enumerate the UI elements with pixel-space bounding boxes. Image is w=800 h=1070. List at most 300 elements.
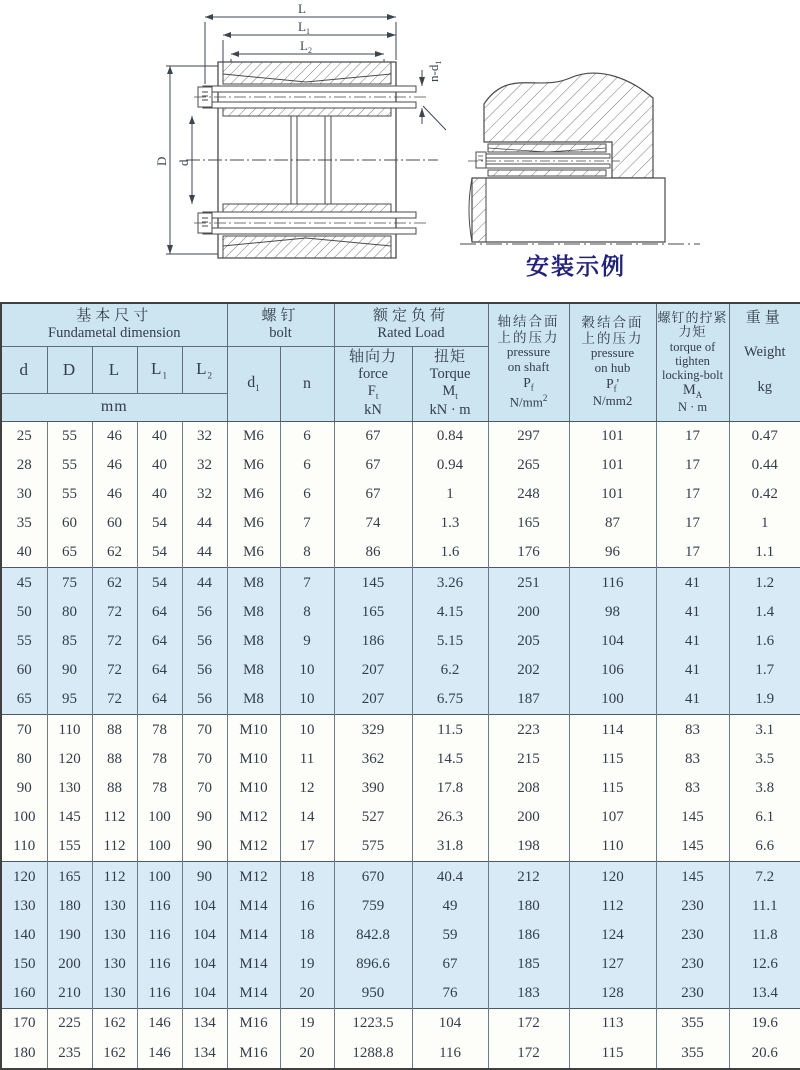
table-cell: 46 [92, 451, 137, 480]
table-cell: 145 [656, 803, 729, 832]
table-cell: 100 [569, 685, 656, 715]
table-cell: M14 [227, 979, 280, 1009]
table-cell: 64 [137, 598, 182, 627]
table-cell: 1288.8 [334, 1039, 412, 1069]
table-cell: 1.4 [729, 598, 800, 627]
table-cell: 198 [488, 832, 569, 862]
table-cell: 4.15 [412, 598, 488, 627]
table-cell: 44 [182, 568, 227, 598]
table-cell: 114 [569, 715, 656, 745]
table-cell: 112 [569, 892, 656, 921]
table-cell: 72 [92, 627, 137, 656]
table-cell: 100 [1, 803, 47, 832]
table-cell: 329 [334, 715, 412, 745]
table-cell: 1.2 [729, 568, 800, 598]
header-col-torque: 扭矩 Torque $M_t$ kN · m [412, 346, 488, 421]
table-cell: 95 [47, 685, 92, 715]
bottom-inner-ring [223, 204, 391, 212]
table-cell: 96 [569, 538, 656, 568]
svg-text:L: L [298, 1, 306, 16]
table-cell: 18 [280, 921, 334, 950]
table-cell: 59 [412, 921, 488, 950]
table-cell: 180 [1, 1039, 47, 1069]
table-cell: 72 [92, 685, 137, 715]
table-cell: 130 [92, 979, 137, 1009]
header-bolt: 螺钉 bolt [227, 303, 334, 346]
table-cell: 165 [488, 509, 569, 538]
table-cell: 65 [47, 538, 92, 568]
table-cell: 230 [656, 979, 729, 1009]
table-cell: 17 [656, 451, 729, 480]
table-cell: 85 [47, 627, 92, 656]
table-cell: 20 [280, 1039, 334, 1069]
table-row [1, 803, 800, 832]
table-cell: 6.1 [729, 803, 800, 832]
table-cell: 3.1 [729, 715, 800, 745]
installation-example-drawing [460, 56, 795, 248]
table-cell: 1 [729, 509, 800, 538]
table-cell: 46 [92, 421, 137, 451]
table-cell: 130 [92, 950, 137, 979]
table-cell: 87 [569, 509, 656, 538]
table-cell: 7 [280, 509, 334, 538]
table-cell: 116 [137, 979, 182, 1009]
table-cell: 41 [656, 627, 729, 656]
table-cell: 362 [334, 745, 412, 774]
table-cell: 54 [137, 568, 182, 598]
table-cell: 55 [47, 451, 92, 480]
table-cell: 1 [412, 480, 488, 509]
table-row [1, 979, 800, 1009]
table-cell: 134 [182, 1009, 227, 1039]
table-cell: 106 [569, 656, 656, 685]
table-cell: 41 [656, 598, 729, 627]
table-cell: 104 [182, 979, 227, 1009]
table-cell: 19.6 [729, 1009, 800, 1039]
header-col-d: d [1, 346, 47, 393]
table-cell: 80 [47, 598, 92, 627]
table-cell: 162 [92, 1039, 137, 1069]
table-cell: 72 [92, 656, 137, 685]
table-cell: 1.7 [729, 656, 800, 685]
table-cell: 90 [182, 832, 227, 862]
table-cell: 116 [137, 892, 182, 921]
table-cell: 145 [656, 832, 729, 862]
table-cell: 60 [47, 509, 92, 538]
table-cell: 12 [280, 774, 334, 803]
table-cell: 248 [488, 480, 569, 509]
table-cell: M8 [227, 627, 280, 656]
table-cell: 172 [488, 1009, 569, 1039]
table-cell: 112 [92, 832, 137, 862]
table-row [1, 627, 800, 656]
hub-block [484, 73, 653, 178]
table-row [1, 480, 800, 509]
bottom-taper-ring [223, 236, 391, 258]
table-cell: 207 [334, 685, 412, 715]
table-row [1, 568, 800, 598]
table-cell: 14 [280, 803, 334, 832]
table-cell: 207 [334, 656, 412, 685]
table-cell: 74 [334, 509, 412, 538]
installation-example-caption: 安装示例 [526, 253, 626, 279]
table-cell: 62 [92, 568, 137, 598]
table-cell: 225 [47, 1009, 92, 1039]
header-unit-mm: mm [1, 393, 227, 421]
table-cell: 83 [656, 745, 729, 774]
svg-text:L2: $L_2$ [300, 38, 312, 55]
table-cell: 130 [1, 892, 47, 921]
table-cell: 160 [1, 979, 47, 1009]
table-cell: 187 [488, 685, 569, 715]
table-cell: 112 [92, 862, 137, 892]
table-cell: 56 [182, 598, 227, 627]
table-cell: M6 [227, 509, 280, 538]
table-body [1, 421, 800, 1069]
table-cell: 44 [182, 509, 227, 538]
table-cell: 145 [334, 568, 412, 598]
header-basic-dimension: 基本尺寸 Fundametal dimension [1, 303, 227, 346]
table-cell: 9 [280, 627, 334, 656]
table-cell: M12 [227, 862, 280, 892]
table-cell: M10 [227, 745, 280, 774]
table-cell: 7 [280, 568, 334, 598]
table-cell: 16 [280, 892, 334, 921]
table-cell: 55 [1, 627, 47, 656]
table-cell: 842.8 [334, 921, 412, 950]
table-row [1, 1039, 800, 1069]
table-cell: 113 [569, 1009, 656, 1039]
header-col-L: L [92, 346, 137, 393]
table-cell: 390 [334, 774, 412, 803]
table-row [1, 598, 800, 627]
table-cell: 134 [182, 1039, 227, 1069]
svg-text:L1: $L_1$ [298, 19, 310, 36]
table-cell: 759 [334, 892, 412, 921]
table-cell: 19 [280, 1009, 334, 1039]
table-cell: 101 [569, 421, 656, 451]
table-cell: M6 [227, 480, 280, 509]
table-cell: 6 [280, 480, 334, 509]
table-cell: M16 [227, 1039, 280, 1069]
table-row [1, 862, 800, 892]
table-cell: 950 [334, 979, 412, 1009]
table-cell: 70 [182, 774, 227, 803]
table-cell: 44 [182, 538, 227, 568]
table-cell: 1223.5 [334, 1009, 412, 1039]
table-cell: 100 [137, 803, 182, 832]
table-cell: 155 [47, 832, 92, 862]
table-cell: 12.6 [729, 950, 800, 979]
table-cell: 297 [488, 421, 569, 451]
table-cell: 40 [137, 480, 182, 509]
table-cell: 100 [137, 832, 182, 862]
table-cell: 146 [137, 1009, 182, 1039]
table-cell: 223 [488, 715, 569, 745]
table-cell: 115 [569, 1039, 656, 1069]
top-inner-ring [223, 108, 391, 116]
table-cell: 86 [334, 538, 412, 568]
table-cell: M10 [227, 774, 280, 803]
table-cell: 200 [47, 950, 92, 979]
table-cell: 107 [569, 803, 656, 832]
table-cell: 355 [656, 1009, 729, 1039]
table-cell: 32 [182, 480, 227, 509]
table-cell: 205 [488, 627, 569, 656]
table-cell: 355 [656, 1039, 729, 1069]
table-cell: 0.44 [729, 451, 800, 480]
table-cell: 40 [137, 421, 182, 451]
table-cell: 116 [137, 950, 182, 979]
header-pressure-on-shaft: 轴结合面 上的压力 pressure on shaft $P_f$ $N/mm^2$ [488, 303, 569, 421]
table-cell: 120 [1, 862, 47, 892]
table-cell: 76 [412, 979, 488, 1009]
table-cell: 110 [47, 715, 92, 745]
table-cell: 176 [488, 538, 569, 568]
table-cell: 11.5 [412, 715, 488, 745]
table-cell: 115 [569, 745, 656, 774]
table-cell: 1.3 [412, 509, 488, 538]
table-cell: 116 [569, 568, 656, 598]
header-col-D: D [47, 346, 92, 393]
table-cell: 55 [47, 480, 92, 509]
table-cell: 235 [47, 1039, 92, 1069]
table-cell: 67 [334, 480, 412, 509]
table-cell: M8 [227, 598, 280, 627]
table-cell: 140 [1, 921, 47, 950]
table-cell: 75 [47, 568, 92, 598]
table-cell: 70 [182, 745, 227, 774]
table-cell: 64 [137, 656, 182, 685]
table-cell: 124 [569, 921, 656, 950]
table-cell: 180 [47, 892, 92, 921]
table-cell: 116 [412, 1039, 488, 1069]
table-cell: 230 [656, 921, 729, 950]
table-cell: 62 [92, 538, 137, 568]
table-cell: 20 [280, 979, 334, 1009]
table-cell: 112 [92, 803, 137, 832]
table-cell: 19 [280, 950, 334, 979]
table-cell: 110 [1, 832, 47, 862]
header-pressure-on-hub: 穀结合面 上的压力 pressure on hub $P_f'$ N/mm2 [569, 303, 656, 421]
table-cell: 10 [280, 656, 334, 685]
table-cell: M6 [227, 421, 280, 451]
table-cell: 0.42 [729, 480, 800, 509]
table-cell: 14.5 [412, 745, 488, 774]
table-cell: 210 [47, 979, 92, 1009]
header-col-L2: $L_2$ [182, 346, 227, 393]
table-cell: 17 [656, 509, 729, 538]
table-cell: 100 [137, 862, 182, 892]
table-cell: 165 [47, 862, 92, 892]
table-cell: 17 [280, 832, 334, 862]
table-cell: 165 [334, 598, 412, 627]
table-cell: 200 [488, 598, 569, 627]
table-cell: M14 [227, 921, 280, 950]
table-cell: 146 [137, 1039, 182, 1069]
table-cell: 145 [656, 862, 729, 892]
table-cell: M6 [227, 451, 280, 480]
table-cell: 127 [569, 950, 656, 979]
table-cell: 49 [412, 892, 488, 921]
table-cell: 18 [280, 862, 334, 892]
table-cell: 40.4 [412, 862, 488, 892]
table-cell: 0.84 [412, 421, 488, 451]
table-cell: 116 [137, 921, 182, 950]
table-cell: 3.26 [412, 568, 488, 598]
table-cell: 190 [47, 921, 92, 950]
table-cell: 6.75 [412, 685, 488, 715]
table-cell: 6.6 [729, 832, 800, 862]
coupling-section-drawing [146, 0, 460, 290]
header-tighten-torque: 螺钉的拧紧 力矩 torque of tighten locking-bolt $M_A$ N · m [656, 303, 729, 421]
table-cell: 7.2 [729, 862, 800, 892]
table-cell: 6.2 [412, 656, 488, 685]
table-cell: 101 [569, 480, 656, 509]
header-col-L1: $L_1$ [137, 346, 182, 393]
table-cell: 202 [488, 656, 569, 685]
table-cell: 50 [1, 598, 47, 627]
table-cell: 6 [280, 421, 334, 451]
table-cell: 11.8 [729, 921, 800, 950]
table-cell: 78 [137, 715, 182, 745]
table-cell: 40 [1, 538, 47, 568]
table-cell: 64 [137, 627, 182, 656]
table-cell: 46 [92, 480, 137, 509]
spec-table [0, 302, 800, 1070]
table-cell: 130 [47, 774, 92, 803]
table-cell: 25 [1, 421, 47, 451]
table-cell: 101 [569, 451, 656, 480]
table-cell: 1.6 [729, 627, 800, 656]
table-cell: 60 [1, 656, 47, 685]
table-cell: 67 [412, 950, 488, 979]
table-cell: 90 [47, 656, 92, 685]
table-cell: 200 [488, 803, 569, 832]
table-cell: 70 [182, 715, 227, 745]
table-cell: 56 [182, 656, 227, 685]
table-cell: 35 [1, 509, 47, 538]
table-cell: 186 [334, 627, 412, 656]
table-cell: 55 [47, 421, 92, 451]
table-cell: 1.6 [412, 538, 488, 568]
header-col-d1: $d_1$ [227, 346, 280, 421]
header-col-force: 轴向力 force $F_t$ kN [334, 346, 412, 421]
table-cell: M8 [227, 656, 280, 685]
table-cell: 6 [280, 451, 334, 480]
table-row [1, 685, 800, 715]
table-cell: 130 [92, 892, 137, 921]
table-cell: 170 [1, 1009, 47, 1039]
header-weight: 重量 Weight kg [729, 303, 800, 421]
table-cell: 150 [1, 950, 47, 979]
table-cell: 64 [137, 685, 182, 715]
table-cell: 67 [334, 421, 412, 451]
table-cell: 98 [569, 598, 656, 627]
table-cell: 251 [488, 568, 569, 598]
table-row [1, 538, 800, 568]
table-cell: 104 [412, 1009, 488, 1039]
table-cell: 17.8 [412, 774, 488, 803]
table-cell: 527 [334, 803, 412, 832]
table-row [1, 745, 800, 774]
table-cell: 30 [1, 480, 47, 509]
table-cell: 88 [92, 745, 137, 774]
table-row [1, 509, 800, 538]
table-cell: 11 [280, 745, 334, 774]
table-row [1, 656, 800, 685]
table-cell: 120 [569, 862, 656, 892]
table-cell: 56 [182, 685, 227, 715]
table-cell: 212 [488, 862, 569, 892]
svg-text:n-d1: $n-d_1$ [426, 60, 443, 82]
table-cell: 180 [488, 892, 569, 921]
table-cell: 1.1 [729, 538, 800, 568]
table-cell: 32 [182, 421, 227, 451]
table-cell: 104 [182, 921, 227, 950]
table-cell: 78 [137, 774, 182, 803]
table-cell: M16 [227, 1009, 280, 1039]
table-cell: 5.15 [412, 627, 488, 656]
table-cell: 10 [280, 715, 334, 745]
table-cell: 45 [1, 568, 47, 598]
svg-text:D: D [154, 156, 169, 166]
table-row [1, 950, 800, 979]
table-cell: 3.5 [729, 745, 800, 774]
header-rated-load: 额定负荷 Rated Load [334, 303, 488, 346]
table-cell: 575 [334, 832, 412, 862]
table-cell: 83 [656, 715, 729, 745]
table-row [1, 715, 800, 745]
table-cell: M14 [227, 892, 280, 921]
table-cell: 145 [47, 803, 92, 832]
table-cell: 1.9 [729, 685, 800, 715]
svg-text:d: d [176, 159, 191, 166]
locking-device [468, 144, 620, 176]
table-cell: 0.94 [412, 451, 488, 480]
table-cell: 208 [488, 774, 569, 803]
table-cell: 67 [334, 451, 412, 480]
header-col-n: n [280, 346, 334, 421]
table-cell: 104 [182, 892, 227, 921]
table-cell: 670 [334, 862, 412, 892]
table-cell: 8 [280, 598, 334, 627]
table-cell: 128 [569, 979, 656, 1009]
table-cell: 230 [656, 950, 729, 979]
table-row [1, 921, 800, 950]
table-cell: 65 [1, 685, 47, 715]
table-row [1, 832, 800, 862]
table-cell: 172 [488, 1039, 569, 1069]
table-cell: 17 [656, 421, 729, 451]
table-cell: 120 [47, 745, 92, 774]
table-cell: M10 [227, 715, 280, 745]
table-cell: 90 [182, 803, 227, 832]
table-cell: 54 [137, 538, 182, 568]
table-cell: M8 [227, 685, 280, 715]
table-row [1, 892, 800, 921]
table-cell: 11.1 [729, 892, 800, 921]
table-cell: 8 [280, 538, 334, 568]
table-cell: 90 [1, 774, 47, 803]
table-cell: 110 [569, 832, 656, 862]
table-cell: 31.8 [412, 832, 488, 862]
table-cell: M12 [227, 803, 280, 832]
table-cell: 20.6 [729, 1039, 800, 1069]
table-row [1, 451, 800, 480]
table-cell: 17 [656, 538, 729, 568]
table-cell: 17 [656, 480, 729, 509]
